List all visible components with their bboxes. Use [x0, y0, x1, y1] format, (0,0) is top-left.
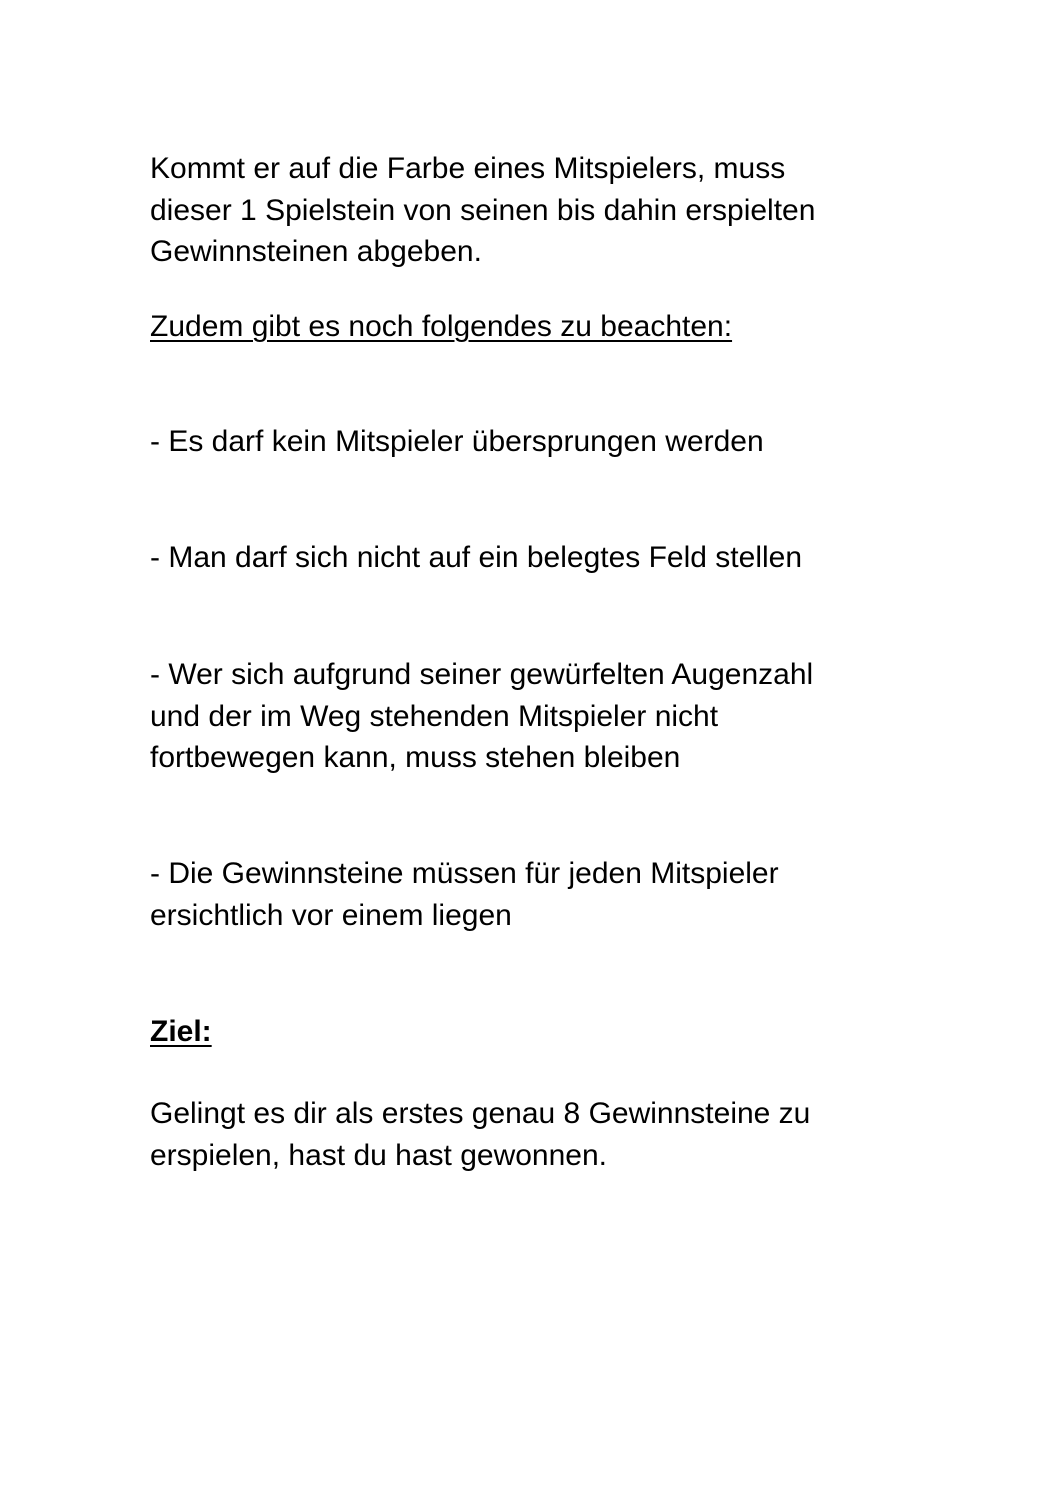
- text-line: ersichtlich vor einem liegen: [150, 898, 512, 932]
- text-line: - Wer sich aufgrund seiner gewürfelten Augenzahl: [150, 658, 814, 691]
- text-line: Gelingt es dir als erstes genau 8 Gewinnsteine zu: [150, 1097, 811, 1130]
- text-line: Gewinnsteinen abgeben.: [150, 235, 482, 268]
- text-line: dieser 1 Spielstein von seinen bis dahin erspielten: [150, 193, 816, 227]
- text-line: Kommt er auf die Farbe eines Mitspielers, muss: [150, 152, 786, 185]
- rule-item-occupied-field: [150, 537, 930, 579]
- rule-item-no-skipping: [150, 421, 930, 463]
- text-line: - Man darf sich nicht auf ein belegtes Feld stellen: [150, 541, 803, 574]
- rule-item-visible-stones: [150, 853, 930, 936]
- text-line: fortbewegen kann, muss stehen bleiben: [150, 741, 681, 774]
- rule-item-blocked-move: [150, 654, 930, 779]
- text-line: - Es darf kein Mitspieler übersprungen werden: [150, 425, 764, 458]
- rules-heading: Zudem gibt es noch folgendes zu beachten:: [150, 310, 733, 343]
- text-line: erspielen, hast du hast gewonnen.: [150, 1138, 607, 1172]
- goal-paragraph: [150, 1093, 930, 1176]
- text-line: - Die Gewinnsteine müssen für jeden Mitspieler: [150, 857, 779, 890]
- text-line: und der im Weg stehenden Mitspieler nicht: [150, 699, 719, 733]
- goal-heading: Ziel:: [150, 1015, 212, 1048]
- intro-paragraph: [150, 148, 930, 273]
